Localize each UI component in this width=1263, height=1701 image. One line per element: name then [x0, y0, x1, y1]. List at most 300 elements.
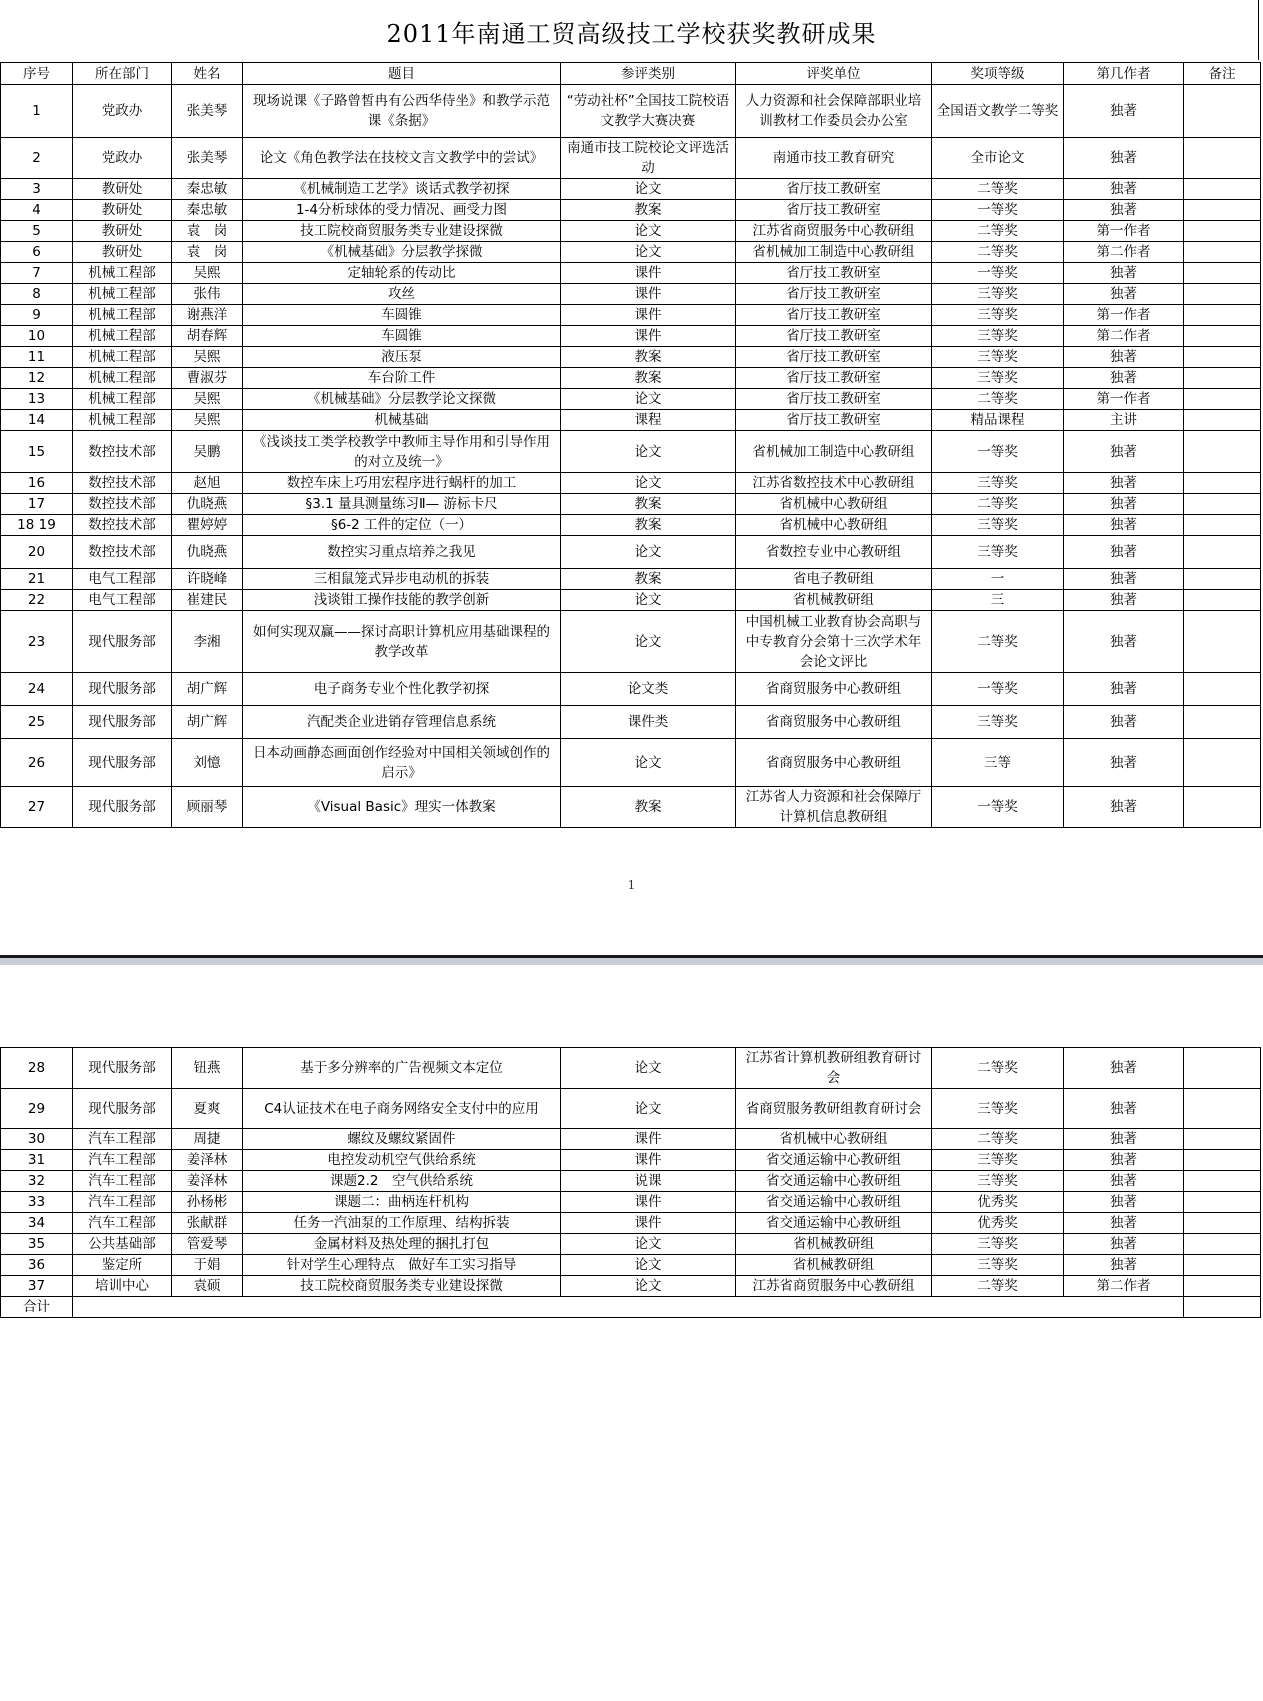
cell-department: 教研处 — [73, 242, 172, 263]
cell-department: 现代服务部 — [73, 1089, 172, 1129]
cell-topic: 数控实习重点培养之我见 — [243, 536, 561, 569]
cell-index: 10 — [1, 326, 73, 347]
page-number: 1 — [627, 878, 636, 892]
cell-remark — [1184, 389, 1261, 410]
cell-award-level: 一等奖 — [932, 263, 1064, 284]
cell-index: 26 — [1, 739, 73, 787]
cell-award-unit: 省商贸服务教研组教育研讨会 — [736, 1089, 932, 1129]
cell-remark — [1184, 515, 1261, 536]
cell-author-order: 独著 — [1064, 1255, 1184, 1276]
table-row — [1, 611, 1261, 673]
cell-index: 18 19 — [1, 515, 73, 536]
cell-department: 机械工程部 — [73, 389, 172, 410]
cell-topic: 三相鼠笼式异步电动机的拆装 — [243, 569, 561, 590]
cell-category: 说课 — [561, 1171, 736, 1192]
cell-category: 南通市技工院校论文评选活动 — [561, 138, 736, 179]
cell-department: 机械工程部 — [73, 263, 172, 284]
table-row — [1, 1276, 1261, 1297]
cell-award-unit: 省厅技工教研室 — [736, 284, 932, 305]
cell-author-order: 独著 — [1064, 787, 1184, 828]
cell-topic: 汽配类企业进销存管理信息系统 — [243, 706, 561, 739]
table-row — [1, 305, 1261, 326]
cell-award-level: 三等奖 — [932, 706, 1064, 739]
cell-award-unit: 省机械中心教研组 — [736, 1129, 932, 1150]
cell-name: 张献群 — [172, 1213, 243, 1234]
cell-award-unit: 省厅技工教研室 — [736, 263, 932, 284]
cell-name: 秦忠敏 — [172, 200, 243, 221]
cell-award-level: 三等奖 — [932, 347, 1064, 368]
cell-name: 袁 岗 — [172, 221, 243, 242]
cell-index: 31 — [1, 1150, 73, 1171]
cell-award-unit: 省交通运输中心教研组 — [736, 1213, 932, 1234]
cell-category: 教案 — [561, 368, 736, 389]
header-award-unit: 评奖单位 — [736, 63, 932, 85]
cell-award-level: 三等奖 — [932, 1234, 1064, 1255]
cell-topic: 技工院校商贸服务类专业建设探微 — [243, 221, 561, 242]
table-row — [1, 706, 1261, 739]
cell-author-order: 独著 — [1064, 1171, 1184, 1192]
cell-department: 公共基础部 — [73, 1234, 172, 1255]
cell-category: 课件 — [561, 1150, 736, 1171]
cell-index: 25 — [1, 706, 73, 739]
cell-author-order: 独著 — [1064, 536, 1184, 569]
cell-remark — [1184, 242, 1261, 263]
cell-category: 课件 — [561, 305, 736, 326]
cell-name: 于娟 — [172, 1255, 243, 1276]
cell-award-level: 三等奖 — [932, 1255, 1064, 1276]
cell-topic: 日本动画静态画面创作经验对中国相关领域创作的启示》 — [243, 739, 561, 787]
cell-name: 吴熙 — [172, 389, 243, 410]
cell-award-level: 三等奖 — [932, 305, 1064, 326]
cell-topic: C4认证技术在电子商务网络安全支付中的应用 — [243, 1089, 561, 1129]
cell-remark — [1184, 221, 1261, 242]
cell-author-order: 独著 — [1064, 611, 1184, 673]
cell-name: 夏爽 — [172, 1089, 243, 1129]
header-topic: 题目 — [243, 63, 561, 85]
cell-remark — [1184, 569, 1261, 590]
cell-index: 11 — [1, 347, 73, 368]
cell-award-unit: 省机械加工制造中心教研组 — [736, 431, 932, 473]
cell-remark — [1184, 1234, 1261, 1255]
total-label: 合计 — [1, 1297, 73, 1318]
cell-index: 37 — [1, 1276, 73, 1297]
cell-name: 孙杨彬 — [172, 1192, 243, 1213]
cell-award-level: 二等奖 — [932, 179, 1064, 200]
cell-remark — [1184, 347, 1261, 368]
cell-name: 钮燕 — [172, 1048, 243, 1089]
cell-author-order: 第二作者 — [1064, 1276, 1184, 1297]
cell-award-level: 三等奖 — [932, 536, 1064, 569]
cell-topic: 基于多分辨率的广告视频文本定位 — [243, 1048, 561, 1089]
cell-category: 论文 — [561, 221, 736, 242]
cell-category: 课件 — [561, 1129, 736, 1150]
cell-award-level: 一等奖 — [932, 787, 1064, 828]
cell-name: 谢燕洋 — [172, 305, 243, 326]
cell-topic: 《机械基础》分层教学探微 — [243, 242, 561, 263]
cell-index: 2 — [1, 138, 73, 179]
cell-name: 吴鹏 — [172, 431, 243, 473]
cell-award-unit: 人力资源和社会保障部职业培训教材工作委员会办公室 — [736, 85, 932, 138]
cell-department: 现代服务部 — [73, 787, 172, 828]
cell-department: 机械工程部 — [73, 326, 172, 347]
cell-topic: 现场说课《子路曾皙冉有公西华侍坐》和教学示范课《条据》 — [243, 85, 561, 138]
cell-department: 现代服务部 — [73, 673, 172, 706]
cell-award-level: 全国语文教学二等奖 — [932, 85, 1064, 138]
cell-name: 赵旭 — [172, 473, 243, 494]
table-row — [1, 263, 1261, 284]
table-row — [1, 284, 1261, 305]
table-row — [1, 1213, 1261, 1234]
cell-topic: 定轴轮系的传动比 — [243, 263, 561, 284]
header-award-level: 奖项等级 — [932, 63, 1064, 85]
header-author-order: 第几作者 — [1064, 63, 1184, 85]
cell-remark — [1184, 1150, 1261, 1171]
cell-name: 胡春辉 — [172, 326, 243, 347]
cell-topic: 电控发动机空气供给系统 — [243, 1150, 561, 1171]
cell-award-level: 三等奖 — [932, 515, 1064, 536]
cell-name: 胡广辉 — [172, 673, 243, 706]
table-row — [1, 368, 1261, 389]
cell-category: 教案 — [561, 200, 736, 221]
table-row — [1, 410, 1261, 431]
cell-department: 汽车工程部 — [73, 1213, 172, 1234]
cell-topic: 车圆锥 — [243, 326, 561, 347]
cell-index: 34 — [1, 1213, 73, 1234]
cell-award-unit: 江苏省数控技术中心教研组 — [736, 473, 932, 494]
cell-topic: 1-4分析球体的受力情况、画受力图 — [243, 200, 561, 221]
cell-department: 汽车工程部 — [73, 1192, 172, 1213]
cell-category: 论文 — [561, 389, 736, 410]
cell-award-unit: 省机械教研组 — [736, 1255, 932, 1276]
cell-department: 机械工程部 — [73, 347, 172, 368]
cell-department: 数控技术部 — [73, 473, 172, 494]
cell-author-order: 独著 — [1064, 1048, 1184, 1089]
cell-department: 现代服务部 — [73, 1048, 172, 1089]
table-row — [1, 221, 1261, 242]
table-row — [1, 1171, 1261, 1192]
cell-index: 14 — [1, 410, 73, 431]
cell-award-unit: 省机械教研组 — [736, 1234, 932, 1255]
cell-author-order: 独著 — [1064, 263, 1184, 284]
cell-author-order: 独著 — [1064, 1150, 1184, 1171]
cell-index: 28 — [1, 1048, 73, 1089]
cell-award-level: 三等奖 — [932, 284, 1064, 305]
cell-index: 29 — [1, 1089, 73, 1129]
cell-award-level: 一等奖 — [932, 673, 1064, 706]
cell-remark — [1184, 494, 1261, 515]
cell-author-order: 独著 — [1064, 1129, 1184, 1150]
cell-topic: 液压泵 — [243, 347, 561, 368]
cell-index: 15 — [1, 431, 73, 473]
cell-topic: 车圆锥 — [243, 305, 561, 326]
cell-department: 汽车工程部 — [73, 1129, 172, 1150]
cell-author-order: 独著 — [1064, 1234, 1184, 1255]
document-page-2 — [0, 965, 1263, 1701]
cell-topic: 任务一汽油泵的工作原理、结构拆装 — [243, 1213, 561, 1234]
cell-remark — [1184, 326, 1261, 347]
cell-department: 汽车工程部 — [73, 1150, 172, 1171]
table-row — [1, 85, 1261, 138]
cell-remark — [1184, 305, 1261, 326]
cell-index: 1 — [1, 85, 73, 138]
cell-award-level: 三等奖 — [932, 368, 1064, 389]
cell-index: 4 — [1, 200, 73, 221]
cell-remark — [1184, 590, 1261, 611]
cell-award-unit: 省商贸服务中心教研组 — [736, 673, 932, 706]
cell-name: 胡广辉 — [172, 706, 243, 739]
cell-award-level: 三等奖 — [932, 1150, 1064, 1171]
cell-award-unit: 江苏省商贸服务中心教研组 — [736, 221, 932, 242]
cell-award-level: 三等奖 — [932, 1089, 1064, 1129]
cell-category: 论文 — [561, 1234, 736, 1255]
cell-remark — [1184, 410, 1261, 431]
cell-department: 教研处 — [73, 221, 172, 242]
cell-award-level: 优秀奖 — [932, 1192, 1064, 1213]
cell-remark — [1184, 200, 1261, 221]
cell-award-level: 优秀奖 — [932, 1213, 1064, 1234]
cell-remark — [1184, 368, 1261, 389]
cell-index: 7 — [1, 263, 73, 284]
cell-name: 张美琴 — [172, 85, 243, 138]
cell-remark — [1184, 284, 1261, 305]
cell-award-unit: 省交通运输中心教研组 — [736, 1192, 932, 1213]
cell-name: 李湘 — [172, 611, 243, 673]
cell-author-order: 独著 — [1064, 515, 1184, 536]
cell-author-order: 独著 — [1064, 673, 1184, 706]
cell-topic: 如何实现双赢——探讨高职计算机应用基础课程的教学改革 — [243, 611, 561, 673]
cell-author-order: 独著 — [1064, 368, 1184, 389]
cell-department: 数控技术部 — [73, 431, 172, 473]
cell-category: 论文类 — [561, 673, 736, 706]
cell-remark — [1184, 536, 1261, 569]
cell-category: 教案 — [561, 569, 736, 590]
cell-category: 教案 — [561, 787, 736, 828]
cell-category: 课件 — [561, 1192, 736, 1213]
cell-department: 电气工程部 — [73, 569, 172, 590]
total-value — [73, 1297, 1184, 1318]
cell-award-unit: 省交通运输中心教研组 — [736, 1171, 932, 1192]
cell-author-order: 独著 — [1064, 284, 1184, 305]
table-row — [1, 179, 1261, 200]
cell-author-order: 独著 — [1064, 473, 1184, 494]
table-row — [1, 1089, 1261, 1129]
cell-category: 论文 — [561, 739, 736, 787]
cell-index: 30 — [1, 1129, 73, 1150]
cell-award-level: 三等 — [932, 739, 1064, 787]
cell-topic: 攻丝 — [243, 284, 561, 305]
cell-department: 数控技术部 — [73, 536, 172, 569]
cell-award-unit: 省机械中心教研组 — [736, 515, 932, 536]
cell-topic: 金属材料及热处理的捆扎打包 — [243, 1234, 561, 1255]
cell-award-unit: 省厅技工教研室 — [736, 305, 932, 326]
table-row — [1, 200, 1261, 221]
cell-name: 吴熙 — [172, 410, 243, 431]
cell-award-level: 二等奖 — [932, 242, 1064, 263]
cell-award-level: 精品课程 — [932, 410, 1064, 431]
table-row — [1, 326, 1261, 347]
cell-remark — [1184, 1276, 1261, 1297]
cell-name: 周捷 — [172, 1129, 243, 1150]
cell-index: 36 — [1, 1255, 73, 1276]
cell-index: 20 — [1, 536, 73, 569]
cell-department: 汽车工程部 — [73, 1171, 172, 1192]
cell-topic: 《机械基础》分层教学论文探微 — [243, 389, 561, 410]
cell-award-level: 二等奖 — [932, 389, 1064, 410]
cell-department: 机械工程部 — [73, 368, 172, 389]
cell-department: 现代服务部 — [73, 739, 172, 787]
cell-award-unit: 省厅技工教研室 — [736, 389, 932, 410]
cell-department: 机械工程部 — [73, 410, 172, 431]
cell-award-level: 二等奖 — [932, 221, 1064, 242]
cell-category: 论文 — [561, 536, 736, 569]
cell-index: 27 — [1, 787, 73, 828]
cell-name: 顾丽琴 — [172, 787, 243, 828]
cell-award-unit: 省厅技工教研室 — [736, 179, 932, 200]
cell-department: 党政办 — [73, 85, 172, 138]
cell-category: 论文 — [561, 431, 736, 473]
cell-award-level: 二等奖 — [932, 494, 1064, 515]
cell-index: 32 — [1, 1171, 73, 1192]
cell-award-level: 二等奖 — [932, 611, 1064, 673]
cell-index: 13 — [1, 389, 73, 410]
cell-index: 17 — [1, 494, 73, 515]
cell-name: 袁硕 — [172, 1276, 243, 1297]
cell-name: 管爱琴 — [172, 1234, 243, 1255]
cell-remark — [1184, 473, 1261, 494]
cell-index: 33 — [1, 1192, 73, 1213]
document-title: 2011年南通工贸高级技工学校获奖教研成果 — [386, 20, 877, 48]
cell-topic: 课题2.2 空气供给系统 — [243, 1171, 561, 1192]
cell-category: 论文 — [561, 1276, 736, 1297]
cell-name: 张伟 — [172, 284, 243, 305]
cell-category: 教案 — [561, 494, 736, 515]
cell-topic: 《Visual Basic》理实一体教案 — [243, 787, 561, 828]
cell-category: 课件 — [561, 284, 736, 305]
cell-topic: §6-2 工件的定位（一） — [243, 515, 561, 536]
cell-name: 吴熙 — [172, 263, 243, 284]
cell-category: 课件 — [561, 263, 736, 284]
cell-author-order: 独著 — [1064, 138, 1184, 179]
cell-department: 党政办 — [73, 138, 172, 179]
cell-award-level: 二等奖 — [932, 1276, 1064, 1297]
cell-remark — [1184, 85, 1261, 138]
cell-name: 姜泽林 — [172, 1150, 243, 1171]
table-row — [1, 1129, 1261, 1150]
cell-author-order: 第二作者 — [1064, 326, 1184, 347]
cell-remark — [1184, 431, 1261, 473]
table-row — [1, 787, 1261, 828]
cell-department: 机械工程部 — [73, 284, 172, 305]
cell-remark — [1184, 1089, 1261, 1129]
cell-department: 数控技术部 — [73, 494, 172, 515]
cell-author-order: 独著 — [1064, 431, 1184, 473]
cell-award-unit: 省电子教研组 — [736, 569, 932, 590]
cell-department: 机械工程部 — [73, 305, 172, 326]
cell-author-order: 第一作者 — [1064, 305, 1184, 326]
cell-name: 吴熙 — [172, 347, 243, 368]
cell-category: 课件类 — [561, 706, 736, 739]
cell-name: 刘憶 — [172, 739, 243, 787]
cell-award-unit: 省商贸服务中心教研组 — [736, 739, 932, 787]
cell-name: 曹淑芬 — [172, 368, 243, 389]
cell-index: 6 — [1, 242, 73, 263]
cell-award-level: 全市论文 — [932, 138, 1064, 179]
page-edge-line — [1258, 0, 1259, 60]
cell-name: 张美琴 — [172, 138, 243, 179]
cell-award-unit: 省厅技工教研室 — [736, 326, 932, 347]
cell-award-level: 三等奖 — [932, 326, 1064, 347]
cell-award-unit: 中国机械工业教育协会高职与中专教育分会第十三次学术年会论文评比 — [736, 611, 932, 673]
cell-award-unit: 南通市技工教育研究 — [736, 138, 932, 179]
cell-index: 22 — [1, 590, 73, 611]
cell-category: 课程 — [561, 410, 736, 431]
cell-topic: 螺纹及螺纹紧固件 — [243, 1129, 561, 1150]
cell-department: 现代服务部 — [73, 706, 172, 739]
cell-award-unit: 江苏省计算机教研组教育研讨会 — [736, 1048, 932, 1089]
cell-topic: 浅谈钳工操作技能的教学创新 — [243, 590, 561, 611]
header-name: 姓名 — [172, 63, 243, 85]
awards-table-page-1 — [0, 62, 1261, 828]
cell-category: 论文 — [561, 1255, 736, 1276]
cell-category: 论文 — [561, 179, 736, 200]
cell-topic: 技工院校商贸服务类专业建设探微 — [243, 1276, 561, 1297]
cell-author-order: 第二作者 — [1064, 242, 1184, 263]
cell-award-unit: 省数控专业中心教研组 — [736, 536, 932, 569]
cell-remark — [1184, 1192, 1261, 1213]
cell-award-unit: 省交通运输中心教研组 — [736, 1150, 932, 1171]
cell-name: 瞿婷婷 — [172, 515, 243, 536]
cell-award-unit: 省厅技工教研室 — [736, 200, 932, 221]
cell-category: 论文 — [561, 242, 736, 263]
table-row — [1, 569, 1261, 590]
cell-name: 姜泽林 — [172, 1171, 243, 1192]
table-row — [1, 389, 1261, 410]
table-row — [1, 138, 1261, 179]
cell-topic: 机械基础 — [243, 410, 561, 431]
cell-department: 培训中心 — [73, 1276, 172, 1297]
cell-award-unit: 省厅技工教研室 — [736, 410, 932, 431]
table-row — [1, 1234, 1261, 1255]
cell-index: 16 — [1, 473, 73, 494]
header-department: 所在部门 — [73, 63, 172, 85]
cell-author-order: 独著 — [1064, 1213, 1184, 1234]
table-row — [1, 536, 1261, 569]
cell-remark — [1184, 673, 1261, 706]
cell-topic: §3.1 量具测量练习Ⅱ— 游标卡尺 — [243, 494, 561, 515]
table-row — [1, 515, 1261, 536]
cell-author-order: 独著 — [1064, 1089, 1184, 1129]
header-index: 序号 — [1, 63, 73, 85]
cell-category: 论文 — [561, 611, 736, 673]
cell-remark — [1184, 263, 1261, 284]
cell-remark — [1184, 611, 1261, 673]
cell-index: 24 — [1, 673, 73, 706]
cell-department: 鉴定所 — [73, 1255, 172, 1276]
cell-name: 秦忠敏 — [172, 179, 243, 200]
total-row — [1, 1297, 1261, 1318]
cell-remark — [1184, 1129, 1261, 1150]
cell-topic: 数控车床上巧用宏程序进行蜗杆的加工 — [243, 473, 561, 494]
cell-index: 5 — [1, 221, 73, 242]
cell-remark — [1184, 1297, 1261, 1318]
cell-author-order: 主讲 — [1064, 410, 1184, 431]
table-row — [1, 431, 1261, 473]
cell-name: 仇晓燕 — [172, 536, 243, 569]
cell-author-order: 第一作者 — [1064, 221, 1184, 242]
header-category: 参评类别 — [561, 63, 736, 85]
cell-award-level: 一等奖 — [932, 431, 1064, 473]
cell-category: 教案 — [561, 515, 736, 536]
